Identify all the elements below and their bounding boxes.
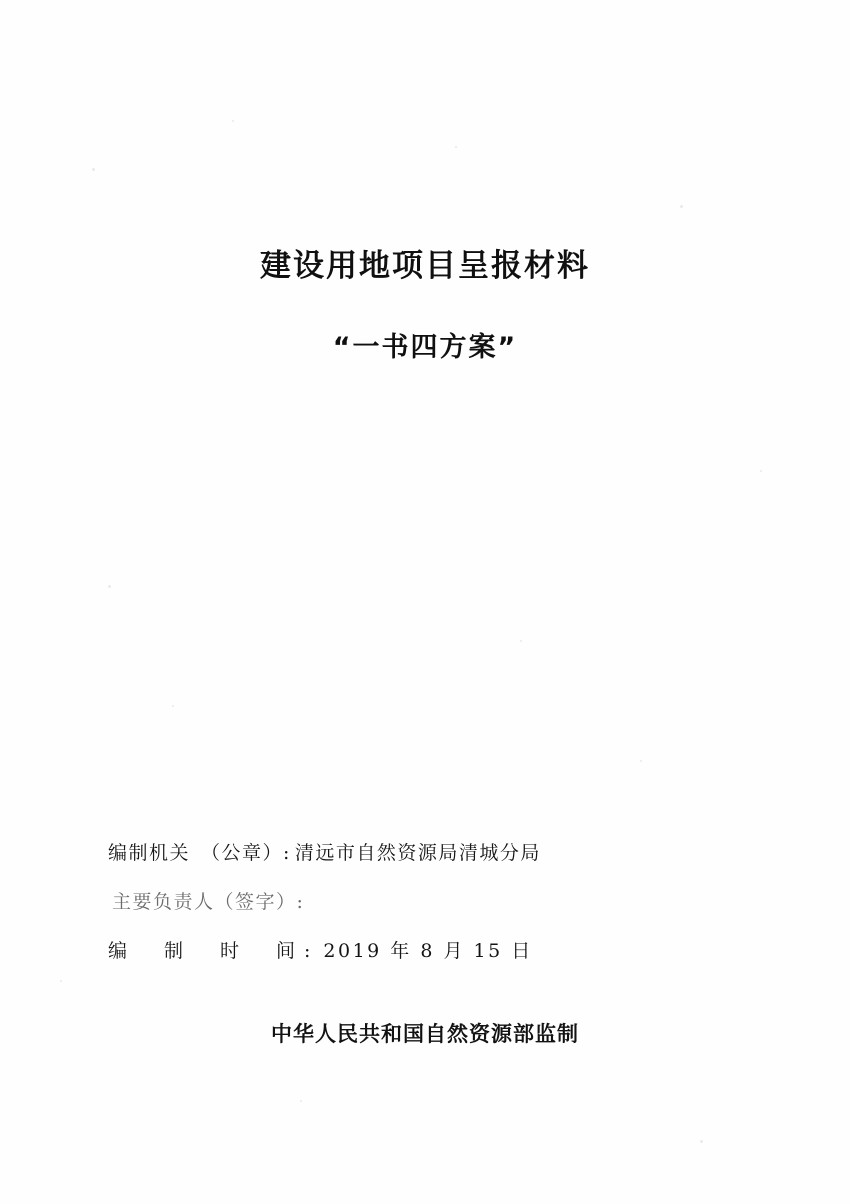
field-label: 编制机关 （公章）: <box>108 842 291 864</box>
scan-speck <box>172 705 174 707</box>
scan-speck <box>60 980 62 982</box>
field-label: 主要负责人（签字）: <box>112 891 305 913</box>
scan-speck <box>232 120 234 122</box>
field-label: 编 制 时 间: <box>108 940 320 962</box>
page-subtitle: “一书四方案” <box>332 332 518 364</box>
scan-speck <box>455 146 457 148</box>
scan-speck <box>640 760 642 762</box>
scan-speck <box>92 168 95 171</box>
scan-speck <box>108 585 111 588</box>
scan-speck <box>300 1100 302 1102</box>
scan-speck <box>760 470 762 472</box>
field-compiling-authority <box>108 838 748 865</box>
page-title: 建设用地项目呈报材料 <box>260 248 590 284</box>
metadata-fields <box>108 838 748 985</box>
field-compile-date <box>108 936 748 963</box>
field-value: 2019 年 8 月 15 日 <box>323 940 533 962</box>
issuing-authority-footer: 中华人民共和国自然资源部监制 <box>271 1022 579 1046</box>
scan-speck <box>520 640 522 642</box>
field-value: 清远市自然资源局清城分局 <box>294 842 541 864</box>
field-principal-signature <box>108 887 748 914</box>
title-block <box>0 248 850 364</box>
scan-speck <box>680 205 683 208</box>
scan-speck <box>700 1140 703 1143</box>
